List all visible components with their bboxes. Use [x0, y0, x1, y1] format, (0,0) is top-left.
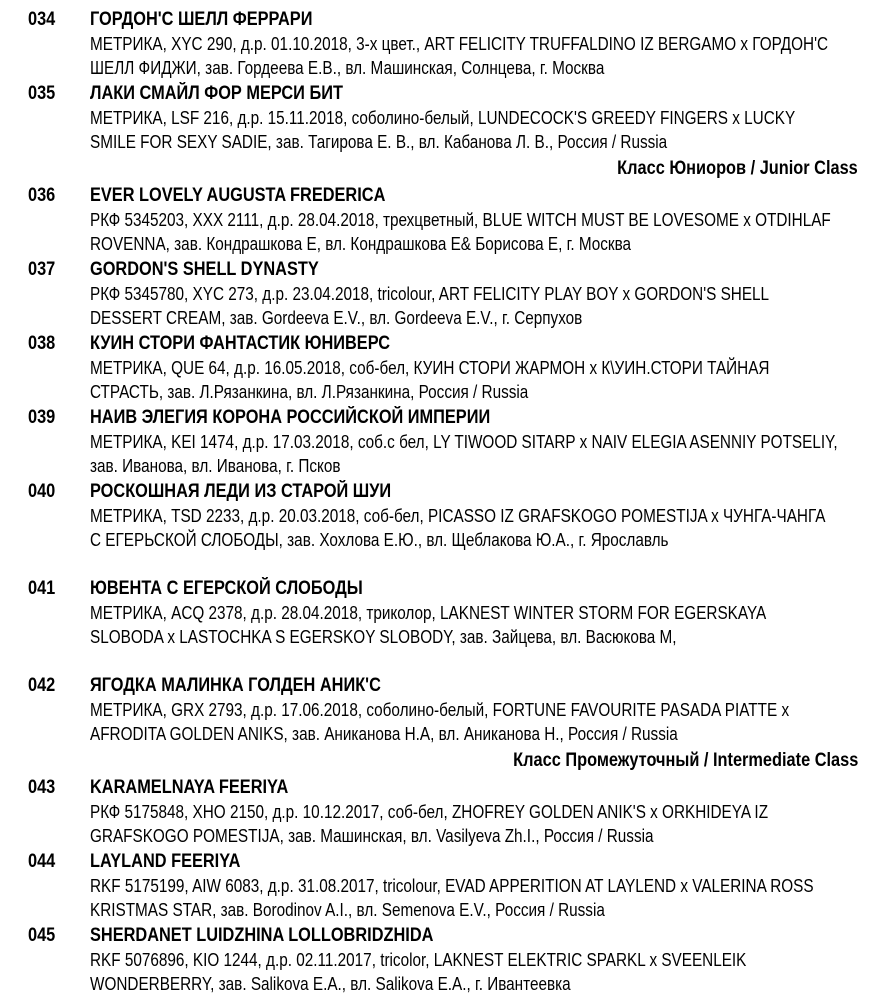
entry-number: 042 [28, 675, 56, 696]
entry-description: МЕТРИКА, KEI 1474, д.р. 17.03.2018, соб.с бел, LY TIWOOD SITARP x NAIV ELEGIA ASENNIY POTSELIY, зав. Иванова, вл. Иванова, г. Псков [90, 432, 838, 476]
entry-name: KARAMELNAYA FEERIYA [90, 777, 289, 798]
entry-description: МЕТРИКА, GRX 2793, д.р. 17.06.2018, соболино-белый, FORTUNE FAVOURITE PASADA PIATTE x AFRODITA GOLDEN ANIKS, зав. Аниканова Н.А, вл. Аниканова Н., Россия / Russia [90, 700, 790, 744]
entry-number: 041 [28, 578, 56, 599]
entry-number: 036 [28, 185, 56, 206]
entry-description: МЕТРИКА, ACQ 2378, д.р. 28.04.2018, триколор, LAKNEST WINTER STORM FOR EGERSKAYA SLOBODA x LASTOCHKA S EGERSKOY SLOBODY, зав. Зайцева, вл. Васюкова М, [90, 603, 766, 647]
entry-description: RKF 5175199, AIW 6083, д.р. 31.08.2017, tricolour, EVAD APPERITION AT LAYLEND x VALERINA ROSS KRISTMAS STAR, зав. Borodinov A.I., вл. Semenova E.V., Россия / Russia [90, 876, 814, 920]
entry-description: МЕТРИКА, LSF 216, д.р. 15.11.2018, соболино-белый, LUNDECOCK'S GREEDY FINGERS x LUCKY SMILE FOR SEXY SADIE, зав. Тагирова Е. В., вл. Кабанова Л. В., Россия / Russia [90, 108, 795, 152]
entry-number: 040 [28, 481, 56, 502]
entry-name: GORDON'S SHELL DYNASTY [90, 259, 319, 280]
entry-description: РКФ 5345203, XXX 2111, д.р. 28.04.2018, трехцветный, BLUE WITCH MUST BE LOVESOME x OTDIHLAF ROVENNA, зав. Кондрашкова Е, вл. Кондрашкова Е& Борисова Е, г. Москва [90, 210, 831, 254]
entry-name: ЮВЕНТА С ЕГЕРСКОЙ СЛОБОДЫ [90, 578, 363, 599]
entry-number: 039 [28, 407, 56, 428]
section-heading-intermediate: Класс Промежуточный / Intermediate Class [512, 750, 858, 771]
entry-description: РКФ 5175848, XHO 2150, д.р. 10.12.2017, соб-бел, ZHOFREY GOLDEN ANIK'S x ORKHIDEYA IZ GRAFSKOGO POMESTIJA, зав. Машинская, вл. Vasilyeva Zh.I., Россия / Russia [90, 802, 769, 846]
entry-name: LAYLAND FEERIYA [90, 851, 241, 872]
entry-number: 037 [28, 259, 56, 280]
entry-name: EVER LOVELY AUGUSTA FREDERICA [90, 185, 386, 206]
entry-description: МЕТРИКА, TSD 2233, д.р. 20.03.2018, соб-бел, PICASSO IZ GRAFSKOGO POMESTIJA x ЧУНГА-ЧАНГА С ЕГЕРЬСКОЙ СЛОБОДЫ, зав. Хохлова Е.Ю., вл. Щеблакова Ю.А., г. Ярославль [90, 506, 826, 550]
entry-description: РКФ 5345780, XYC 273, д.р. 23.04.2018, tricolour, ART FELICITY PLAY BOY x GORDON'S SHELL DESSERT CREAM, зав. Gordeeva E.V., вл. Gordeeva E.V., г. Серпухов [90, 284, 769, 328]
entry-name: НАИВ ЭЛЕГИЯ КОРОНА РОССИЙСКОЙ ИМПЕРИИ [90, 407, 491, 428]
entry-description: RKF 5076896, KIO 1244, д.р. 02.11.2017, tricolor, LAKNEST ELEKTRIC SPARKL x SVEENLEIK WONDERBERRY, зав. Salikova E.A., вл. Salikova E.A., г. Ивантеевка [90, 950, 747, 994]
entry-number: 038 [28, 333, 56, 354]
entry-number: 044 [28, 851, 56, 872]
entry-number: 045 [28, 925, 56, 946]
entry-number: 035 [28, 83, 56, 104]
entry-description: МЕТРИКА, QUE 64, д.р. 16.05.2018, соб-бел, КУИН СТОРИ ЖАРМОН x К\УИН.СТОРИ ТАЙНАЯ СТРАСТЬ, зав. Л.Рязанкина, вл. Л.Рязанкина, Россия / Russia [90, 358, 770, 402]
entry-name: ГОРДОН'С ШЕЛЛ ФЕРРАРИ [90, 9, 313, 30]
entry-name: КУИН СТОРИ ФАНТАСТИК ЮНИВЕРС [90, 333, 390, 354]
entry-name: РОСКОШНАЯ ЛЕДИ ИЗ СТАРОЙ ШУИ [90, 481, 392, 502]
entry-name: ЛАКИ СМАЙЛ ФОР МЕРСИ БИТ [90, 83, 343, 104]
section-heading-junior: Класс Юниоров / Junior Class [617, 158, 858, 179]
entry-description: МЕТРИКА, XYC 290, д.р. 01.10.2018, 3-х цвет., ART FELICITY TRUFFALDINO IZ BERGAMO x ГОРДОН'С ШЕЛЛ ФИДЖИ, зав. Гордеева Е.В., вл. Машинская, Солнцева, г. Москва [90, 34, 829, 78]
entry-name: SHERDANET LUIDZHINA LOLLOBRIDZHIDA [90, 925, 434, 946]
entry-number: 034 [28, 9, 56, 30]
entry-number: 043 [28, 777, 56, 798]
entry-name: ЯГОДКА МАЛИНКА ГОЛДЕН АНИК'С [90, 675, 381, 696]
